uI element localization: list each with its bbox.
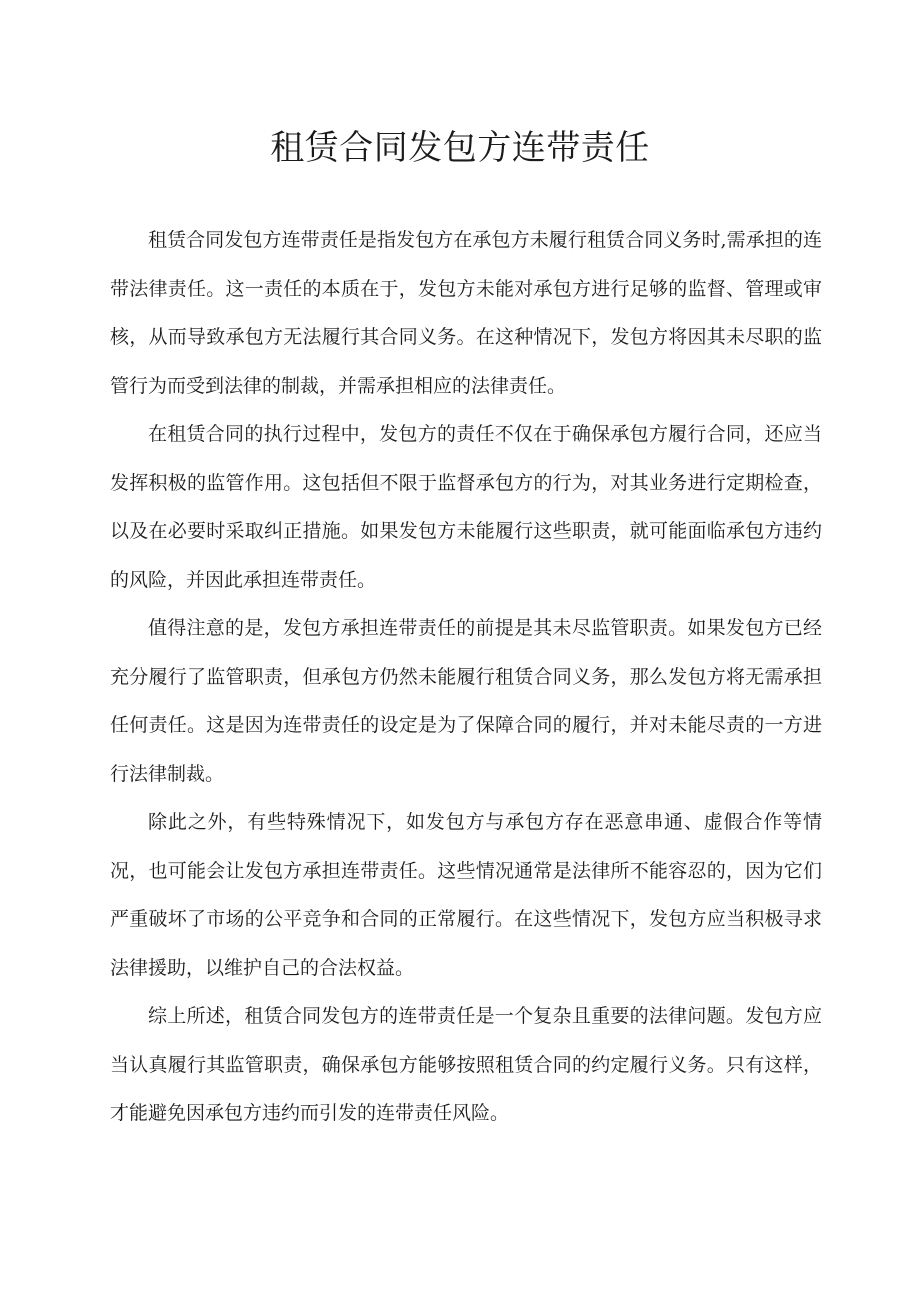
paragraph-2: 在租赁合同的执行过程中，发包方的责任不仅在于确保承包方履行合同，还应当发挥积极的监管作用。这包括但不限于监督承包方的行为，对其业务进行定期检查，以及在必要时采取纠正措施。如果发包方未能履行这些职责，就可能面临承包方违约的风险，并因此承担连带责任。 (110, 423, 822, 591)
paragraph-1: 租赁合同发包方连带责任是指发包方在承包方未履行租赁合同义务时,需承担的连带法律责任。这一责任的本质在于，发包方未能对承包方进行足够的监督、管理或审核，从而导致承包方无法履行其合同义务。在这种情况下，发包方将因其未尽职的监管行为而受到法律的制裁，并需承担相应的法律责任。 (110, 229, 822, 397)
paragraph-5: 综上所述，租赁合同发包方的连带责任是一个复杂且重要的法律问题。发包方应当认真履行其监管职责，确保承包方能够按照租赁合同的约定履行义务。只有这样，才能避免因承包方违约而引发的连带责任风险。 (110, 1005, 822, 1124)
paragraph-4: 除此之外，有些特殊情况下，如发包方与承包方存在恶意串通、虚假合作等情况，也可能会让发包方承担连带责任。这些情况通常是法律所不能容忍的，因为它们严重破坏了市场的公平竞争和合同的正常履行。在这些情况下，发包方应当积极寻求法律援助，以维护自己的合法权益。 (110, 811, 822, 979)
document-title: 租赁合同发包方连带责任 (270, 128, 650, 168)
paragraph-3: 值得注意的是，发包方承担连带责任的前提是其未尽监管职责。如果发包方已经充分履行了监管职责，但承包方仍然未能履行租赁合同义务，那么发包方将无需承担任何责任。这是因为连带责任的设定是为了保障合同的履行，并对未能尽责的一方进行法律制裁。 (110, 617, 822, 785)
document-body (110, 216, 822, 1138)
